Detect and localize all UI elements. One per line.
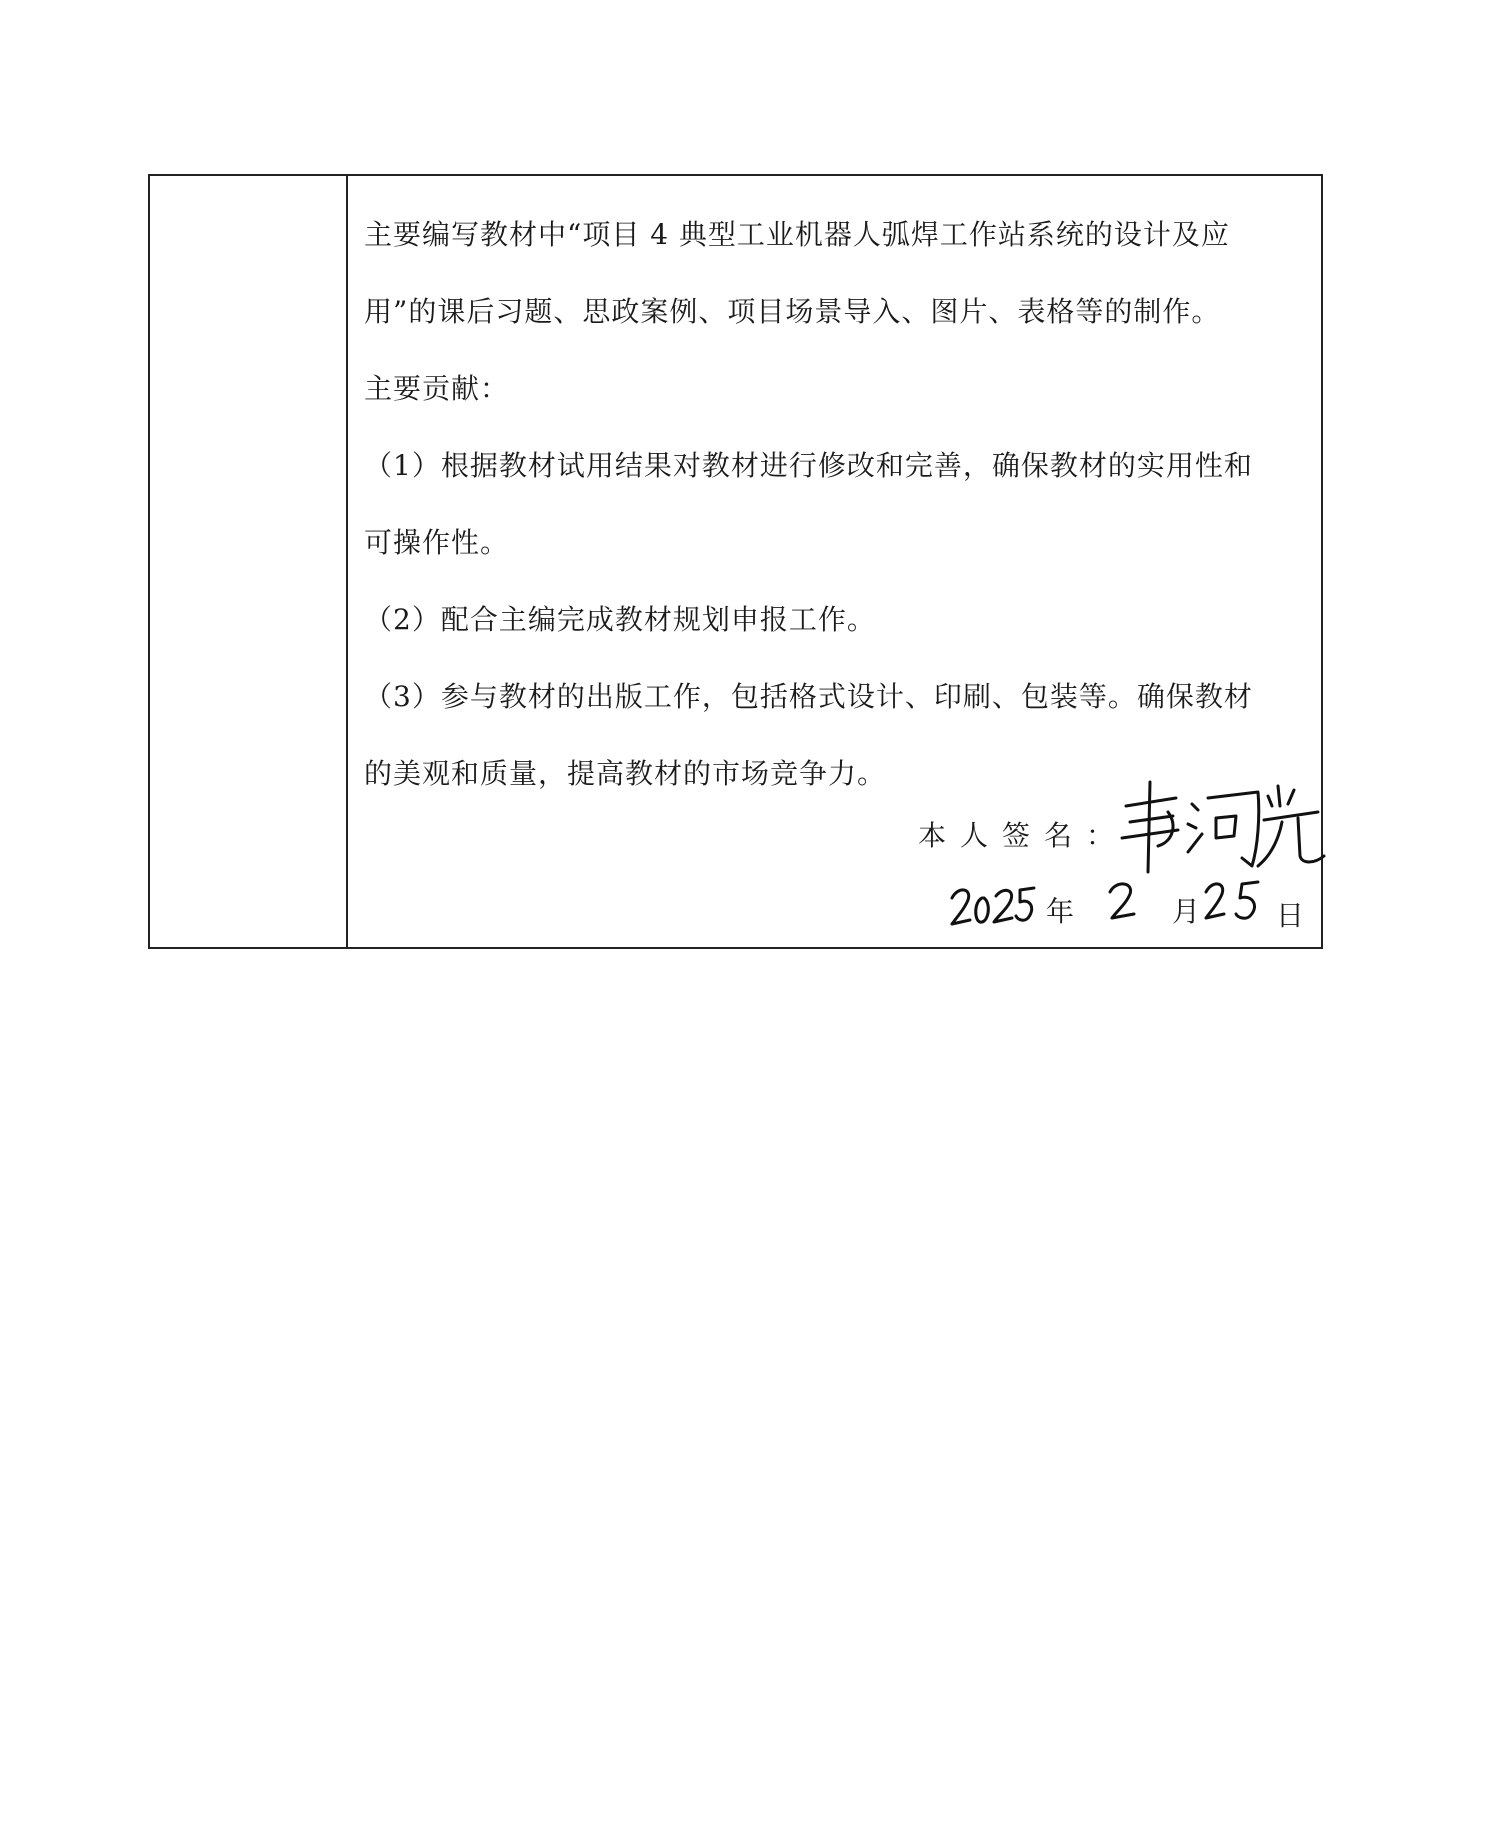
paragraph-line: （3）参与教材的出版工作，包括格式设计、印刷、包装等。确保教材	[364, 680, 1253, 713]
handwritten-month	[1106, 878, 1142, 924]
paragraph-line: 主要编写教材中“项目 4 典型工业机器人弧焊工作站系统的设计及应	[364, 218, 1230, 251]
paragraph-line: 可操作性。	[364, 526, 510, 559]
handwritten-signature	[1118, 776, 1328, 876]
paragraph-line: 的美观和质量，提高教材的市场竞争力。	[364, 757, 887, 790]
signature-block	[348, 176, 1321, 947]
signature-label: 本人签名：	[918, 819, 1129, 852]
signature-date	[948, 876, 1328, 936]
handwritten-day	[1202, 876, 1262, 924]
paragraph-line: （2）配合主编完成教材规划申报工作。	[364, 603, 876, 636]
table-label-cell	[150, 176, 348, 947]
contribution-table	[148, 174, 1323, 949]
paragraph-line: 主要贡献：	[364, 372, 510, 405]
day-unit: 日	[1276, 899, 1305, 932]
table-content-cell	[348, 176, 1321, 947]
handwritten-year	[948, 880, 1038, 930]
year-unit: 年	[1046, 895, 1075, 928]
month-unit: 月	[1172, 895, 1201, 928]
paragraph-line: （1）根据教材试用结果对教材进行修改和完善，确保教材的实用性和	[364, 449, 1253, 482]
paragraph-line: 用”的课后习题、思政案例、项目场景导入、图片、表格等的制作。	[364, 295, 1221, 328]
